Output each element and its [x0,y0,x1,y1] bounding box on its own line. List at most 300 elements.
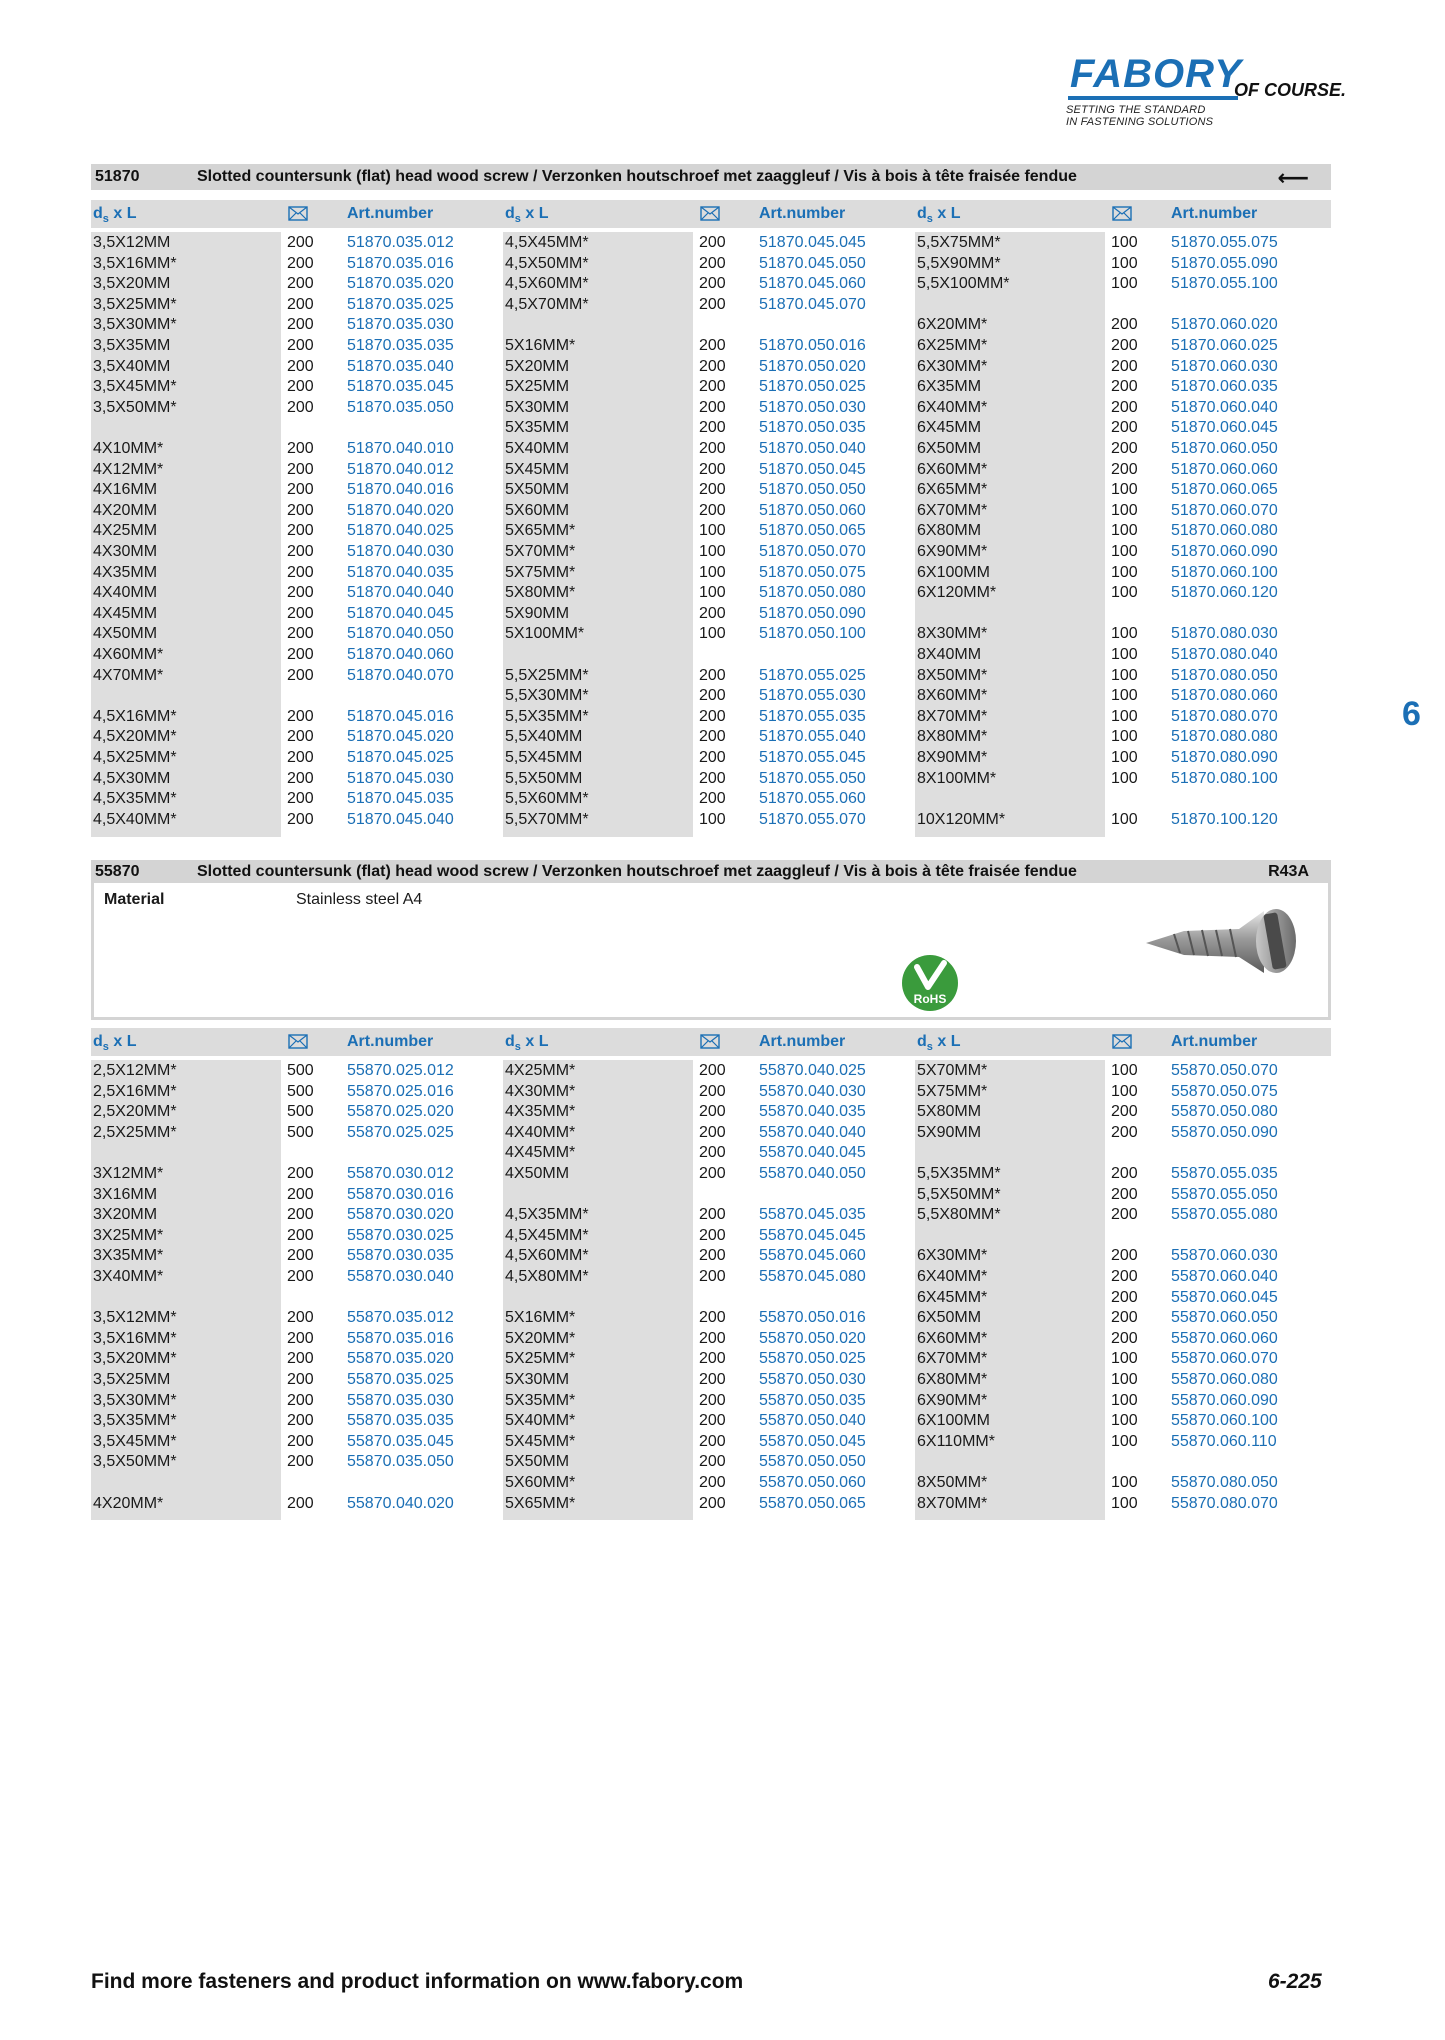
art-number-link[interactable]: 51870.080.050 [1171,666,1278,684]
art-number-link[interactable]: 55870.050.075 [1171,1082,1278,1100]
art-number-link[interactable]: 55870.035.025 [347,1371,454,1388]
art-number-link[interactable]: 51870.040.025 [347,522,454,540]
size-cell: 5,5X50MM* [917,1185,1001,1203]
art-number-link[interactable]: 51870.080.070 [1171,707,1278,725]
art-number-link[interactable]: 51870.055.045 [759,749,866,766]
quantity-cell: 200 [699,749,726,766]
art-number-link[interactable]: 51870.055.040 [759,728,866,746]
art-number-link[interactable]: 55870.040.050 [759,1165,866,1182]
art-number-link[interactable]: 55870.045.035 [759,1206,866,1224]
art-number-link[interactable]: 51870.060.090 [1171,543,1278,560]
size-cell: 5,5X40MM [505,728,583,746]
quantity-cell: 200 [699,1062,726,1079]
size-cell: 5X40MM [505,440,570,457]
quantity-cell: 200 [699,481,726,499]
quantity-cell: 200 [287,707,314,725]
size-cell: 6X110MM* [917,1432,995,1450]
quantity-cell: 200 [287,440,314,457]
size-cell: 4,5X50MM* [505,254,589,272]
art-number-link[interactable]: 55870.050.025 [759,1350,866,1368]
size-cell: 5X80MM [917,1103,982,1121]
art-number-link[interactable]: 55870.060.110 [1171,1432,1277,1450]
art-number-link[interactable]: 51870.050.030 [759,398,866,416]
art-number-link[interactable]: 51870.050.020 [759,357,866,375]
size-cell: 6X45MM [917,419,982,437]
art-number-link[interactable]: 51870.100.120 [1171,810,1278,828]
quantity-cell: 200 [287,1371,314,1388]
quantity-cell: 200 [699,687,726,705]
art-number-link[interactable]: 51870.040.020 [347,501,454,519]
size-cell: 3X12MM* [93,1165,164,1182]
art-number-link[interactable]: 51870.040.070 [347,666,454,684]
quantity-cell: 200 [1111,316,1138,334]
art-number-link[interactable]: 55870.050.040 [759,1412,866,1430]
art-number-link[interactable]: 51870.050.100 [759,625,866,643]
size-cell: 8X40MM [917,646,982,663]
art-number-link[interactable]: 55870.035.020 [347,1350,454,1368]
quantity-cell: 200 [699,728,726,746]
art-number-link[interactable]: 55870.060.100 [1171,1412,1278,1430]
art-number-link[interactable]: 55870.050.080 [1171,1103,1278,1121]
art-number-link[interactable]: 55870.060.050 [1171,1309,1278,1327]
art-number-link[interactable]: 55870.050.020 [759,1329,866,1347]
art-number-link[interactable]: 55870.050.035 [759,1391,866,1409]
art-number-link[interactable]: 55870.060.090 [1171,1391,1278,1409]
art-number-link[interactable]: 55870.080.070 [1171,1494,1278,1512]
art-number-link[interactable]: 55870.060.040 [1171,1268,1278,1285]
quantity-cell: 100 [1111,481,1138,499]
art-number-link[interactable]: 55870.055.050 [1171,1185,1278,1203]
art-number-link[interactable]: 51870.060.080 [1171,522,1278,540]
art-number-link[interactable]: 51870.050.065 [759,522,866,540]
size-cell: 5X30MM [505,398,570,416]
art-number-link[interactable]: 55870.050.065 [759,1494,866,1512]
quantity-cell: 100 [1111,646,1138,663]
section-code: 55870 [95,863,140,880]
header-art-number: Art.number [347,205,434,222]
art-number-link[interactable]: 55870.050.070 [1171,1062,1278,1079]
art-number-link[interactable]: 51870.045.050 [759,254,866,272]
art-number-link[interactable]: 55870.040.025 [759,1062,866,1079]
art-number-link[interactable]: 51870.050.040 [759,440,866,457]
section-code: 51870 [95,168,140,185]
size-cell: 5X70MM* [917,1062,988,1079]
size-cell: 6X60MM* [917,1329,988,1347]
art-number-link[interactable]: 55870.050.050 [759,1453,866,1471]
art-number-link[interactable]: 51870.060.035 [1171,378,1278,396]
quantity-cell: 200 [287,398,314,416]
quantity-cell: 200 [287,625,314,643]
header-size: $d_s$ x L [93,205,137,226]
quantity-cell: 200 [287,1453,314,1471]
art-number-link[interactable]: 51870.045.045 [759,234,866,251]
size-cell: 3,5X35MM [93,337,171,354]
art-number-link[interactable]: 51870.050.016 [759,337,866,354]
quantity-cell: 200 [287,1412,314,1430]
quantity-cell: 100 [1111,687,1138,705]
quantity-cell: 200 [1111,419,1138,437]
size-cell: 4X50MM [93,625,158,643]
art-number-link[interactable]: 51870.040.035 [347,563,454,581]
quantity-cell: 200 [699,1144,726,1162]
material-label: Material [104,891,165,908]
quantity-cell: 200 [287,1350,314,1368]
art-number-link[interactable]: 51870.040.016 [347,481,454,499]
art-number-link[interactable]: 51870.050.035 [759,419,866,437]
art-number-link[interactable]: 51870.060.100 [1171,563,1278,581]
size-cell: 3,5X20MM [93,275,171,293]
art-number-link[interactable]: 55870.040.020 [347,1494,454,1512]
art-number-link[interactable]: 55870.025.012 [347,1062,454,1079]
art-number-link[interactable]: 51870.060.020 [1171,316,1278,334]
art-number-link[interactable]: 55870.045.060 [759,1247,866,1265]
art-number-link[interactable]: 51870.045.016 [347,707,454,725]
art-number-link[interactable]: 51870.035.035 [347,337,454,354]
size-cell: 3,5X50MM* [93,398,177,416]
quantity-cell: 200 [287,1185,314,1203]
size-cell: 4X30MM* [505,1082,576,1100]
size-cell: 6X30MM* [917,1247,988,1265]
chapter-number: 6 [1402,695,1421,733]
size-cell: 5X25MM [505,378,570,396]
size-cell: 4X40MM [93,584,158,602]
art-number-link[interactable]: 51870.040.010 [347,440,454,457]
size-cell: 5,5X90MM* [917,254,1001,272]
size-cell: 5,5X45MM [505,749,583,766]
size-cell: 5X20MM* [505,1329,576,1347]
size-cell: 5X60MM* [505,1474,576,1491]
art-number-link[interactable]: 51870.060.025 [1171,337,1278,354]
size-cell: 4,5X25MM* [93,749,177,766]
size-cell: 5X30MM [505,1371,570,1388]
art-number-link[interactable]: 51870.060.030 [1171,357,1278,375]
art-number-link[interactable]: 51870.045.020 [347,728,454,746]
quantity-cell: 200 [1111,1329,1138,1347]
quantity-cell: 200 [699,666,726,684]
quantity-cell: 200 [287,1247,314,1265]
art-number-link[interactable]: 51870.080.090 [1171,749,1278,766]
quantity-cell: 200 [287,460,314,478]
header-size: $d_s$ x L [505,205,549,226]
size-cell: 6X80MM [917,522,982,540]
art-number-link[interactable]: 51870.055.035 [759,707,866,725]
quantity-cell: 200 [1111,1165,1138,1182]
art-number-link[interactable]: 51870.035.020 [347,275,454,293]
art-number-link[interactable]: 51870.050.050 [759,481,866,499]
logo-brand: FABORY [1070,52,1242,96]
art-number-link[interactable]: 51870.035.016 [347,254,454,272]
size-cell: 5X100MM* [505,625,585,643]
art-number-link[interactable]: 55870.050.030 [759,1371,866,1388]
art-number-link[interactable]: 51870.045.025 [347,749,454,766]
size-cell: 6X100MM [917,1412,990,1430]
art-number-link[interactable]: 51870.050.060 [759,501,866,519]
size-cell: 4X20MM [93,501,158,519]
art-number-link[interactable]: 55870.060.070 [1171,1350,1278,1368]
size-cell: 2,5X25MM* [93,1123,177,1141]
size-cell: 2,5X16MM* [93,1082,177,1100]
art-number-link[interactable]: 55870.030.035 [347,1247,454,1265]
art-number-link[interactable]: 51870.035.012 [347,234,454,251]
art-number-link[interactable]: 51870.050.080 [759,584,866,602]
art-number-link[interactable]: 55870.030.020 [347,1206,454,1224]
art-number-link[interactable]: 51870.040.060 [347,646,454,663]
section-header-55870 [91,860,1331,883]
fabory-logo [1058,52,1348,132]
art-number-link[interactable]: 51870.080.100 [1171,769,1278,787]
quantity-cell: 200 [287,604,314,622]
art-number-link[interactable]: 51870.035.050 [347,398,454,416]
size-cell: 5X35MM* [505,1391,576,1409]
quantity-cell: 100 [699,543,726,560]
size-cell: 5,5X60MM* [505,790,589,808]
size-cell: 4,5X60MM* [505,1247,589,1265]
size-cell: 3X25MM* [93,1226,164,1244]
header-size: $d_s$ x L [505,1033,549,1054]
size-cell: 4X10MM* [93,440,164,457]
quantity-cell: 200 [287,501,314,519]
art-number-link[interactable]: 51870.045.070 [759,295,866,313]
art-number-link[interactable]: 55870.035.016 [347,1329,454,1347]
art-number-link[interactable]: 51870.035.025 [347,295,454,313]
size-cell: 6X90MM* [917,543,988,560]
size-cell: 8X90MM* [917,749,988,766]
package-quantity-icon [288,1034,308,1049]
size-cell: 3,5X25MM [93,1371,171,1388]
quantity-cell: 200 [699,1226,726,1244]
art-number-link[interactable]: 55870.060.080 [1171,1371,1278,1388]
quantity-cell: 500 [287,1062,314,1079]
size-cell: 6X100MM [917,563,990,581]
art-number-link[interactable]: 55870.035.030 [347,1391,454,1409]
art-number-link[interactable]: 55870.045.045 [759,1226,866,1244]
art-number-link[interactable]: 55870.040.030 [759,1082,866,1100]
quantity-cell: 100 [699,522,726,540]
size-cell: 4,5X70MM* [505,295,589,313]
art-number-link[interactable]: 55870.030.040 [347,1268,454,1285]
art-number-link[interactable]: 51870.060.060 [1171,460,1278,478]
art-number-link[interactable]: 55870.040.040 [759,1123,866,1141]
quantity-cell: 200 [699,295,726,313]
size-cell: 3,5X40MM [93,357,171,375]
size-cell: 5X75MM* [505,563,576,581]
quantity-cell: 200 [287,1391,314,1409]
quantity-cell: 200 [699,460,726,478]
size-cell: 4,5X20MM* [93,728,177,746]
art-number-link[interactable]: 51870.080.060 [1171,687,1278,705]
size-cell: 3X20MM [93,1206,158,1224]
quantity-cell: 200 [699,1412,726,1430]
size-cell: 5X20MM [505,357,570,375]
rohs-icon [900,953,960,1013]
art-number-link[interactable]: 55870.035.045 [347,1432,454,1450]
art-number-link[interactable]: 55870.045.080 [759,1268,866,1285]
art-number-link[interactable]: 51870.055.025 [759,666,866,684]
art-number-link[interactable]: 51870.040.050 [347,625,454,643]
art-number-link[interactable]: 51870.050.090 [759,604,866,622]
quantity-cell: 200 [699,604,726,622]
art-number-link[interactable]: 51870.060.070 [1171,501,1278,519]
art-number-link[interactable]: 55870.055.035 [1171,1165,1278,1182]
art-number-link[interactable]: 55870.050.090 [1171,1123,1278,1141]
quantity-cell: 200 [287,234,314,251]
art-number-link[interactable]: 51870.040.012 [347,460,454,478]
size-cell: 4X70MM* [93,666,164,684]
art-number-link[interactable]: 55870.030.016 [347,1185,454,1203]
wood-screw-icon [1144,901,1324,981]
art-number-link[interactable]: 51870.055.070 [759,810,866,828]
quantity-cell: 200 [699,707,726,725]
size-cell: 5X35MM [505,419,570,437]
quantity-cell: 100 [1111,543,1138,560]
package-quantity-icon [1112,206,1132,221]
size-cell: 3,5X30MM* [93,316,177,334]
art-number-link[interactable]: 51870.045.040 [347,810,454,828]
size-cell: 6X45MM* [917,1288,988,1306]
quantity-cell: 500 [287,1103,314,1121]
art-number-link[interactable]: 51870.055.075 [1171,234,1278,251]
art-number-link[interactable]: 51870.080.080 [1171,728,1278,746]
art-number-link[interactable]: 51870.060.120 [1171,584,1278,602]
quantity-cell: 200 [699,1165,726,1182]
art-number-link[interactable]: 55870.050.060 [759,1474,866,1491]
art-number-link[interactable]: 51870.080.030 [1171,625,1278,643]
size-cell: 5X65MM* [505,522,576,540]
art-number-link[interactable]: 51870.050.045 [759,460,866,478]
art-number-link[interactable]: 51870.060.040 [1171,398,1278,416]
art-number-link[interactable]: 51870.050.075 [759,563,866,581]
quantity-cell: 100 [1111,1391,1138,1409]
size-cell: 3,5X35MM* [93,1412,177,1430]
art-number-link[interactable]: 55870.030.012 [347,1165,454,1182]
size-cell: 4,5X45MM* [505,234,589,251]
quantity-cell: 200 [1111,337,1138,354]
size-cell: 6X60MM* [917,460,988,478]
product-table-51870 [91,200,1331,840]
size-cell: 5X40MM* [505,1412,576,1430]
size-cell: 5X45MM* [505,1432,576,1450]
material-value: Stainless steel A4 [296,891,423,908]
size-cell: 3X16MM [93,1185,158,1203]
art-number-link[interactable]: 55870.055.080 [1171,1206,1278,1224]
art-number-link[interactable]: 51870.040.030 [347,543,454,560]
quantity-cell: 200 [287,357,314,375]
size-cell: 8X60MM* [917,687,988,705]
size-cell: 6X65MM* [917,481,988,499]
quantity-cell: 200 [1111,1103,1138,1121]
size-cell: 5X16MM* [505,1309,576,1327]
art-number-link[interactable]: 55870.035.012 [347,1309,454,1327]
quantity-cell: 100 [1111,584,1138,602]
quantity-cell: 200 [287,254,314,272]
quantity-cell: 200 [699,1123,726,1141]
art-number-link[interactable]: 51870.060.065 [1171,481,1278,499]
art-number-link[interactable]: 51870.045.060 [759,275,866,293]
art-number-link[interactable]: 51870.055.050 [759,769,866,787]
art-number-link[interactable]: 51870.040.045 [347,604,454,622]
art-number-link[interactable]: 51870.050.025 [759,378,866,396]
quantity-cell: 200 [699,357,726,375]
size-cell: 4X20MM* [93,1494,164,1512]
quantity-cell: 100 [1111,1371,1138,1388]
quantity-cell: 100 [1111,1082,1138,1100]
size-cell: 4X35MM [93,563,158,581]
art-number-link[interactable]: 55870.025.016 [347,1082,454,1100]
quantity-cell: 200 [699,419,726,437]
art-number-link[interactable]: 55870.030.025 [347,1226,454,1244]
quantity-cell: 200 [287,481,314,499]
size-cell: 5,5X30MM* [505,687,589,705]
quantity-cell: 100 [1111,563,1138,581]
art-number-link[interactable]: 55870.050.045 [759,1432,866,1450]
size-cell: 4X45MM* [505,1144,576,1162]
size-cell: 5X16MM* [505,337,576,354]
art-number-link[interactable]: 55870.050.016 [759,1309,866,1327]
art-number-link[interactable]: 55870.040.035 [759,1103,866,1121]
art-number-link[interactable]: 51870.060.045 [1171,419,1278,437]
art-number-link[interactable]: 51870.040.040 [347,584,454,602]
quantity-cell: 200 [287,769,314,787]
size-cell: 6X90MM* [917,1391,988,1409]
art-number-link[interactable]: 51870.060.050 [1171,440,1278,457]
art-number-link[interactable]: 55870.035.035 [347,1412,454,1430]
quantity-cell: 200 [287,749,314,766]
quantity-cell: 200 [1111,357,1138,375]
header-art-number: Art.number [1171,1033,1258,1050]
art-number-link[interactable]: 55870.060.060 [1171,1329,1278,1347]
size-cell: 5X75MM* [917,1082,988,1100]
quantity-cell: 200 [699,1206,726,1224]
art-number-link[interactable]: 51870.055.030 [759,687,866,705]
art-number-link[interactable]: 51870.035.045 [347,378,454,396]
art-number-link[interactable]: 51870.055.090 [1171,254,1278,272]
art-number-link[interactable]: 51870.055.060 [759,790,866,808]
art-number-link[interactable]: 51870.055.100 [1171,275,1278,293]
art-number-link[interactable]: 51870.035.040 [347,357,454,375]
quantity-cell: 200 [699,378,726,396]
back-arrow-icon[interactable]: ⟵ [1277,165,1309,190]
quantity-cell: 200 [699,1309,726,1327]
quantity-cell: 100 [1111,1412,1138,1430]
header-size: $d_s$ x L [917,1033,961,1054]
quantity-cell: 200 [1111,1185,1138,1203]
art-number-link[interactable]: 55870.060.045 [1171,1288,1278,1306]
art-number-link[interactable]: 51870.035.030 [347,316,454,334]
art-number-link[interactable]: 51870.050.070 [759,543,866,560]
header-art-number: Art.number [347,1033,434,1050]
art-number-link[interactable]: 55870.040.045 [759,1144,866,1162]
quantity-cell: 200 [287,295,314,313]
art-number-link[interactable]: 51870.045.030 [347,769,454,787]
quantity-cell: 200 [699,1494,726,1512]
size-cell: 10X120MM* [917,810,1006,828]
size-cell: 4,5X45MM* [505,1226,589,1244]
art-number-link[interactable]: 55870.025.025 [347,1123,454,1141]
art-number-link[interactable]: 55870.080.050 [1171,1474,1278,1491]
size-cell: 8X100MM* [917,769,997,787]
section-header-51870 [91,164,1331,190]
quantity-cell: 200 [287,1226,314,1244]
art-number-link[interactable]: 51870.045.035 [347,790,454,808]
quantity-cell: 100 [1111,1062,1138,1079]
quantity-cell: 200 [287,666,314,684]
art-number-link[interactable]: 55870.025.020 [347,1103,454,1121]
package-quantity-icon [1112,1034,1132,1049]
art-number-link[interactable]: 55870.035.050 [347,1453,454,1471]
logo-tagline-2: IN FASTENING SOLUTIONS [1066,116,1214,128]
art-number-link[interactable]: 55870.060.030 [1171,1247,1278,1265]
art-number-link[interactable]: 51870.080.040 [1171,646,1278,663]
